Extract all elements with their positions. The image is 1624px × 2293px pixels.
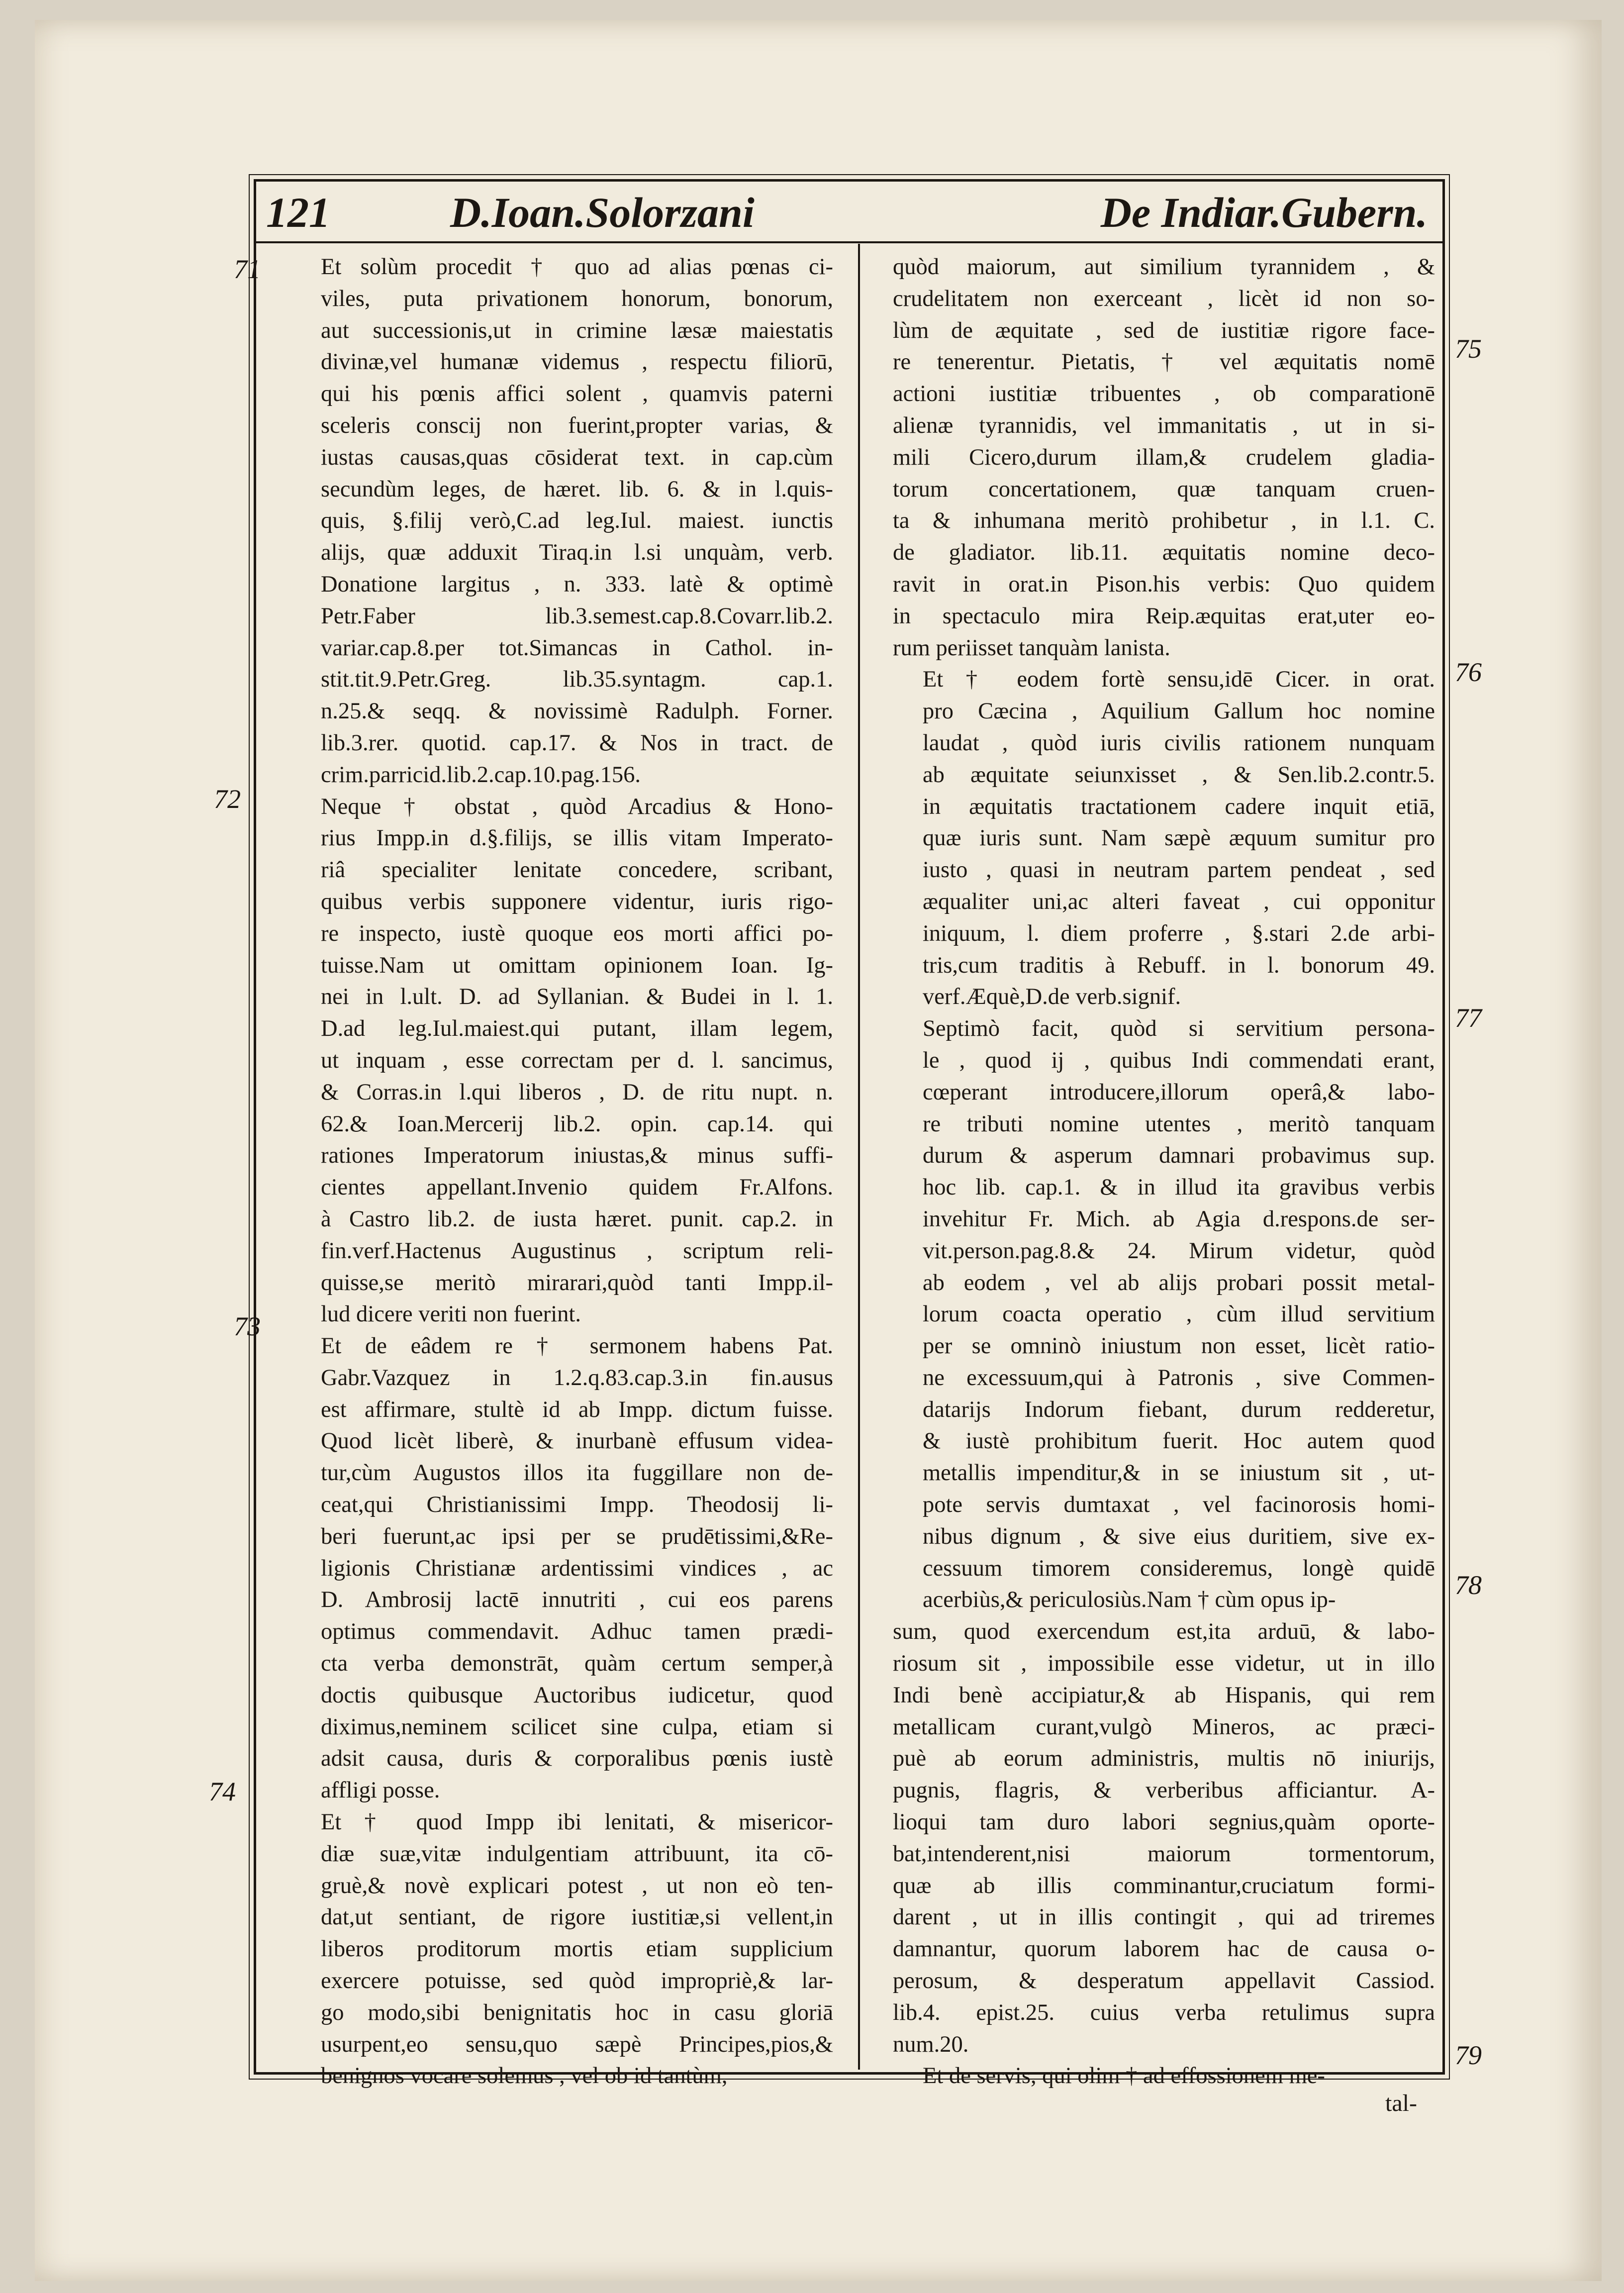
text-line: & iustè prohibitum fuerit. Hoc autem quod — [923, 1428, 1435, 1454]
text-line: darent , ut in illis contingit , qui ad triremes — [893, 1904, 1435, 1930]
text-line: ta & inhumana meritò prohibetur , in l.1. C. — [893, 508, 1435, 534]
text-line: re tributi nomine utentes , meritò tanquam — [923, 1111, 1435, 1137]
paragraph-79 — [893, 2060, 1435, 2092]
text-line: aut successionis,ut in crimine læsæ maiestatis — [321, 317, 833, 343]
text-line: D. Ambrosij lactē innutriti , cui eos parens — [321, 1587, 833, 1613]
text-line: per se omninò iniustum non esset, licèt ratio- — [923, 1333, 1435, 1359]
column-divider — [858, 244, 860, 2070]
paragraph-71 — [291, 251, 833, 791]
text-line: stit.tit.9.Petr.Greg. lib.35.syntagm. cap.1. — [321, 667, 833, 693]
text-line: gruè,& novè explicari potest , ut non eò ten- — [321, 1873, 833, 1898]
text-line: de gladiator. lib.11. æquitatis nomine deco- — [893, 540, 1435, 566]
text-line: rius Impp.in d.§.filijs, se illis vitam Imperato- — [321, 825, 833, 851]
text-line: Et † eodem fortè sensu,idē Cicer. in orat. — [923, 667, 1435, 693]
text-line: nibus dignum , & sive eius duritiem, sive ex- — [923, 1523, 1435, 1549]
text-line: rationes Imperatorum iniustas,& minus suffi- — [321, 1143, 833, 1169]
text-line: doctis quibusque Auctoribus iudicetur, quod — [321, 1682, 833, 1708]
text-line: variar.cap.8.per tot.Simancas in Cathol. in- — [321, 635, 833, 661]
text-line: invehitur Fr. Mich. ab Agia d.respons.de ser- — [923, 1206, 1435, 1232]
running-title-right: De Indiar.Gubern. — [1100, 189, 1428, 236]
paragraph-76 — [893, 664, 1435, 1013]
text-line: liberos proditorum mortis etiam supplicium — [321, 1936, 833, 1962]
text-line: alijs, quæ adduxit Tiraq.in l.si unquàm, verb. — [321, 540, 833, 566]
text-line: ceat,qui Christianissimi Impp. Theodosij li- — [321, 1492, 833, 1518]
text-line: optimus commendavit. Adhuc tamen prædi- — [321, 1619, 833, 1645]
text-line: re tenerentur. Pietatis, † vel æquitatis nomē — [893, 349, 1435, 375]
margin-number-78: 78 — [1455, 1570, 1482, 1600]
paragraph-77 — [893, 1013, 1435, 1616]
text-line: riosum sit , impossibile esse videtur, ut in illo — [893, 1651, 1435, 1677]
text-line: Donatione largitus , n. 333. latè & optimè — [321, 571, 833, 597]
text-line: adsit causa, duris & corporalibus pœnis iustè — [321, 1746, 833, 1772]
text-line: lib.4. epist.25. cuius verba retulimus supra — [893, 1999, 1435, 2025]
text-line: quis, §.filij verò,C.ad leg.Iul. maiest. iunctis — [321, 508, 833, 534]
text-line: iustas causas,quas cōsiderat text. in cap.cùm — [321, 444, 833, 470]
text-line: lùm de æquitate , sed de iustitiæ rigore face- — [893, 317, 1435, 343]
text-line: mili Cicero,durum illam,& crudelem gladia- — [893, 444, 1435, 470]
text-line: viles, puta privationem honorum, bonorum, — [321, 286, 833, 311]
text-line: iusto , quasi in neutram partem pendeat , sed — [923, 857, 1435, 883]
text-line: lud dicere veriti non fuerint. — [321, 1301, 581, 1327]
text-line: n.25.& seqq. & novissimè Radulph. Forner. — [321, 698, 833, 724]
text-line: ab eodem , vel ab alijs probari possit metal- — [923, 1270, 1435, 1296]
text-line: perosum, & desperatum appellavit Cassiod. — [893, 1968, 1435, 1994]
text-line: re inspecto, iustè quoque eos morti affici po- — [321, 920, 833, 946]
text-line: secundùm leges, de hæret. lib. 6. & in l.quis- — [321, 476, 833, 502]
text-line: benignos vocare solemus , vel ob id tantùm, — [321, 2063, 728, 2089]
text-line: rum periisset tanquàm lanista. — [893, 635, 1170, 661]
margin-number-75: 75 — [1455, 334, 1482, 364]
text-line: ne excessuum,qui à Patronis , sive Commen- — [923, 1365, 1435, 1391]
text-line: affligi posse. — [321, 1778, 440, 1803]
text-line: acerbiùs,& periculosiùs.Nam † cùm opus ip- — [923, 1587, 1336, 1613]
text-line: ravit in orat.in Pison.his verbis: Quo quidem — [893, 571, 1435, 597]
paragraph-78 — [893, 1616, 1435, 2060]
text-line: ut inquam , esse correctam per d. l. sancimus, — [321, 1047, 833, 1073]
text-line: usurpent,eo sensu,quo sæpè Principes,pios,& — [321, 2031, 833, 2057]
text-line: sum, quod exercendum est,ita arduū, & labo- — [893, 1619, 1435, 1645]
margin-number-71: 71 — [234, 254, 261, 284]
text-line: exercere potuisse, sed quòd impropriè,& lar- — [321, 1968, 833, 1994]
text-line: damnantur, quorum laborem hac de causa o- — [893, 1936, 1435, 1962]
text-line: tris,cum traditis à Rebuff. in l. bonorum 49. — [923, 952, 1435, 978]
text-line: quisse,se meritò mirarari,quòd tanti Impp.il- — [321, 1270, 833, 1296]
text-line: Indi benè accipiatur,& ab Hispanis, qui rem — [893, 1682, 1435, 1708]
text-line: vit.person.pag.8.& 24. Mirum videtur, quòd — [923, 1238, 1435, 1264]
text-line: Gabr.Vazquez in 1.2.q.83.cap.3.in fin.ausus — [321, 1365, 833, 1391]
text-line: alienæ tyrannidis, vel immanitatis , ut in si- — [893, 412, 1435, 438]
text-line: crudelitatem non exerceant , licèt id non so- — [893, 286, 1435, 311]
right-column — [893, 251, 1435, 2092]
text-line: cientes appellant.Invenio quidem Fr.Alfons. — [321, 1175, 833, 1200]
text-line: quòd maiorum, aut similium tyrannidem , & — [893, 254, 1435, 280]
text-line: le , quod ij , quibus Indi commendati erant, — [923, 1047, 1435, 1073]
text-line: Quod licèt liberè, & inurbanè effusum videa- — [321, 1428, 833, 1454]
text-line: sceleris conscij non fuerint,propter varias, & — [321, 412, 833, 438]
catchword: tal- — [1385, 2090, 1417, 2116]
text-line: tuisse.Nam ut omittam opinionem Ioan. Ig- — [321, 952, 833, 978]
text-line: iniquum, l. diem proferre , §.stari 2.de arbi- — [923, 920, 1435, 946]
text-line: Petr.Faber lib.3.semest.cap.8.Covarr.lib.2. — [321, 603, 833, 629]
text-line: divinæ,vel humanæ videmus , respectu filiorū, — [321, 349, 833, 375]
text-line: tur,cùm Augustos illos ita fuggillare non de- — [321, 1460, 833, 1486]
text-line: pugnis, flagris, & verberibus afficiantur. A- — [893, 1778, 1435, 1803]
text-line: hoc lib. cap.1. & in illud ita gravibus verbis — [923, 1175, 1435, 1200]
text-line: datarijs Indorum fiebant, durum redderetur, — [923, 1396, 1435, 1422]
text-line: verf.Æquè,D.de verb.signif. — [923, 984, 1181, 1010]
text-line: à Castro lib.2. de iusta hæret. punit. cap.2. in — [321, 1206, 833, 1232]
text-line: dat,ut sentiant, de rigore iustitiæ,si vellent,in — [321, 1904, 833, 1930]
text-line: Et de servis, qui olim † ad effossionem me- — [923, 2063, 1325, 2089]
text-line: beri fuerunt,ac ipsi per se prudētissimi,&Re- — [321, 1523, 833, 1549]
book-page — [35, 20, 1602, 2281]
text-line: pote servis dumtaxat , vel facinorosis homi- — [923, 1492, 1435, 1518]
margin-number-79: 79 — [1455, 2040, 1482, 2070]
page-header — [256, 182, 1442, 243]
text-line: laudat , quòd iuris civilis rationem nunquam — [923, 730, 1435, 756]
text-line: lorum coacta operatio , cùm illud servitium — [923, 1301, 1435, 1327]
text-line: Et de eâdem re † sermonem habens Pat. — [321, 1333, 833, 1359]
text-line: cœperant introducere,illorum operâ,& labo- — [923, 1079, 1435, 1105]
margin-number-76: 76 — [1455, 657, 1482, 687]
text-line: ligionis Christianæ ardentissimi vindices , ac — [321, 1555, 833, 1581]
text-frame — [254, 179, 1445, 2089]
text-line: metallicam curant,vulgò Mineros, ac præci- — [893, 1714, 1435, 1740]
text-line: ab æquitate seiunxisset , & Sen.lib.2.contr.5. — [923, 762, 1435, 788]
text-line: nei in l.ult. D. ad Syllanian. & Budei in l. 1. — [321, 984, 833, 1010]
text-line: D.ad leg.Iul.maiest.qui putant, illam legem, — [321, 1016, 833, 1042]
text-line: diximus,neminem scilicet sine culpa, etiam si — [321, 1714, 833, 1740]
text-line: quæ ab illis comminantur,cruciatum formi- — [893, 1873, 1435, 1898]
text-line: Neque † obstat , quòd Arcadius & Hono- — [321, 794, 833, 819]
text-line: in æquitatis tractationem cadere inquit etiā, — [923, 794, 1435, 819]
text-line: lib.3.rer. quotid. cap.17. & Nos in tract. de — [321, 730, 833, 756]
margin-number-72: 72 — [214, 784, 241, 814]
text-line: torum concertationem, quæ tanquam cruen- — [893, 476, 1435, 502]
text-line: cessuum timorem consideremus, longè quidē — [923, 1555, 1435, 1581]
text-line: crim.parricid.lib.2.cap.10.pag.156. — [321, 762, 641, 788]
paragraph-73 — [291, 1330, 833, 1806]
text-line: & Corras.in l.qui liberos , D. de ritu nupt. n. — [321, 1079, 833, 1105]
text-line: qui his pœnis affici solent , quamvis paterni — [321, 381, 833, 407]
running-title-left: D.Ioan.Solorzani — [450, 189, 755, 236]
text-line: bat,intenderent,nisi maiorum tormentorum, — [893, 1841, 1435, 1867]
text-line: puè ab eorum administris, multis nō iniurijs, — [893, 1746, 1435, 1772]
text-line: lioqui tam duro labori segnius,quàm oporte- — [893, 1809, 1435, 1835]
text-line: go modo,sibi benignitatis hoc in casu gloriā — [321, 1999, 833, 2025]
text-line: cta verba demonstrāt, quàm certum semper,à — [321, 1651, 833, 1677]
text-line: 62.& Ioan.Mercerij lib.2. opin. cap.14. qui — [321, 1111, 833, 1137]
text-line: fin.verf.Hactenus Augustinus , scriptum reli- — [321, 1238, 833, 1264]
text-line: Et † quod Impp ibi lenitati, & misericor- — [321, 1809, 833, 1835]
text-line: est affirmare, stultè id ab Impp. dictum fuisse. — [321, 1396, 833, 1422]
text-line: quæ iuris sunt. Nam sæpè æquum sumitur pro — [923, 825, 1435, 851]
margin-number-73: 73 — [234, 1311, 261, 1341]
text-line: actioni iustitiæ tribuentes , ob comparationē — [893, 381, 1435, 407]
text-line: diæ suæ,vitæ indulgentiam attribuunt, ita cō- — [321, 1841, 833, 1867]
left-column — [291, 251, 833, 2092]
text-line: Septimò facit, quòd si servitium persona- — [923, 1016, 1435, 1042]
paragraph-75 — [893, 251, 1435, 664]
text-line: quibus verbis supponere videntur, iuris rigo- — [321, 889, 833, 914]
text-line: durum & asperum damnari probavimus sup. — [923, 1143, 1435, 1169]
text-line: in spectaculo mira Reip.æquitas erat,uter eo- — [893, 603, 1435, 629]
text-line: pro Cæcina , Aquilium Gallum hoc nomine — [923, 698, 1435, 724]
paragraph-74 — [291, 1806, 833, 2092]
text-line: æqualiter uni,ac alteri faveat , cui opponitur — [923, 889, 1435, 914]
text-line: num.20. — [893, 2031, 969, 2057]
text-line: Et solùm procedit † quo ad alias pœnas ci- — [321, 254, 833, 280]
text-line: metallis impenditur,& in se iniustum sit , ut- — [923, 1460, 1435, 1486]
paragraph-72 — [291, 791, 833, 1331]
text-line: riâ specialiter lenitate concedere, scribant, — [321, 857, 833, 883]
page-number: 121 — [266, 189, 330, 236]
margin-number-74: 74 — [209, 1777, 236, 1806]
margin-number-77: 77 — [1455, 1003, 1482, 1033]
